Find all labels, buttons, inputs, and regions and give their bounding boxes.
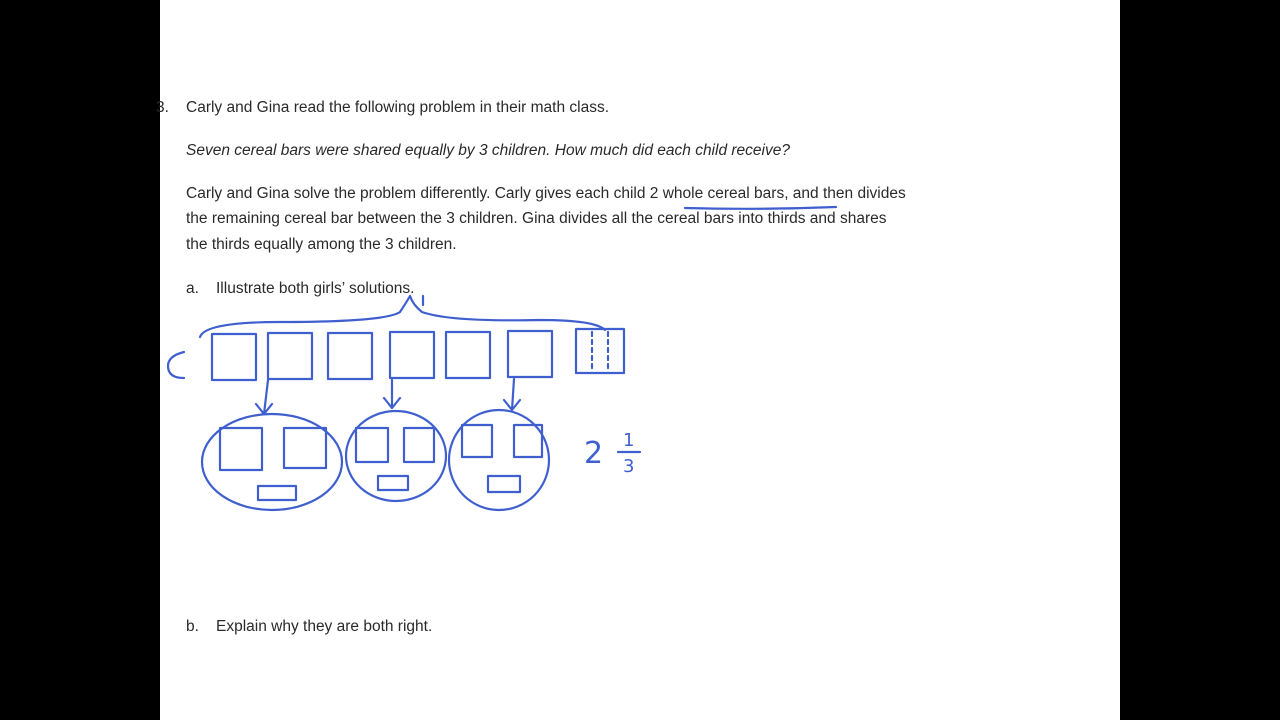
child-circle-2 — [346, 411, 446, 501]
arrow-to-child-2 — [384, 380, 400, 408]
answer-whole: 2 — [584, 436, 604, 471]
explanation-line-2: the remaining cereal bar between the 3 children. Gina divides all the cereal bars into thirds and shares — [186, 210, 887, 227]
child-2-third — [378, 476, 408, 490]
cereal-bar-1 — [212, 334, 256, 380]
child-1-bar-1 — [220, 428, 262, 470]
child-2-bar-2 — [404, 428, 434, 462]
cereal-bar-6 — [508, 331, 552, 377]
child-3-bar-1 — [462, 425, 492, 457]
row-label-c — [168, 352, 184, 378]
worksheet-page — [156, 0, 1120, 720]
part-a-label: a. — [186, 280, 199, 297]
child-1-third — [258, 486, 296, 500]
cereal-bar-3 — [328, 333, 372, 379]
explanation-line-3: the thirds equally among the 3 children. — [186, 236, 457, 253]
cereal-bar-5 — [446, 332, 490, 378]
explanation-line-1: Carly and Gina solve the problem differently. Carly gives each child 2 whole cereal bars, and then divides — [186, 185, 906, 202]
arrow-to-child-1 — [256, 380, 272, 414]
child-circle-1 — [202, 414, 342, 510]
arrow-to-child-3 — [504, 379, 520, 410]
answer-numerator: 1 — [623, 430, 635, 451]
child-3-third — [488, 476, 520, 492]
child-3-bar-2 — [514, 425, 542, 457]
part-b-label: b. — [186, 618, 199, 635]
answer-denominator: 3 — [623, 456, 635, 477]
cereal-bar-4 — [390, 332, 434, 378]
cereal-bar-2 — [268, 333, 312, 379]
part-b-text: Explain why they are both right. — [216, 618, 433, 635]
brace-stroke — [200, 296, 605, 337]
problem-intro: Carly and Gina read the following problem in their math class. — [186, 99, 610, 116]
child-circle-3 — [449, 410, 549, 510]
problem-question: Seven cereal bars were shared equally by 3 children. How much did each child receive? — [186, 142, 790, 159]
cereal-bar-7 — [576, 329, 624, 373]
child-1-bar-2 — [284, 428, 326, 468]
child-2-bar-1 — [356, 428, 388, 462]
part-a-text: Illustrate both girls’ solutions. — [216, 280, 415, 297]
problem-number: 3. — [156, 99, 169, 116]
